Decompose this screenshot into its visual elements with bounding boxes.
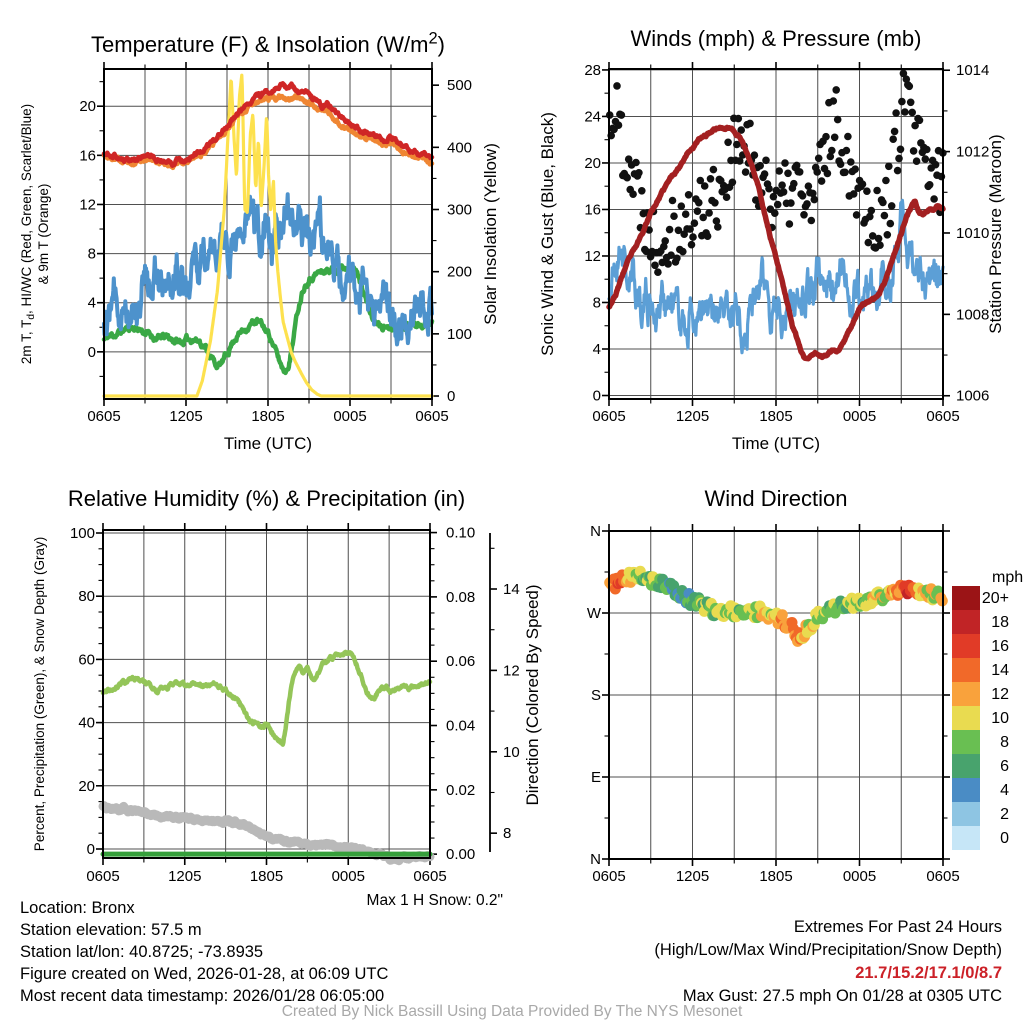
svg-text:400: 400 <box>447 139 473 157</box>
svg-text:0: 0 <box>447 388 456 406</box>
svg-text:1805: 1805 <box>249 868 284 885</box>
legend-label: 4 <box>1000 782 1009 799</box>
station-info-block <box>20 897 388 1007</box>
max-gust: Max Gust: 27.5 mph On 01/28 at 0305 UTC <box>682 987 1002 1005</box>
legend-swatch-12 <box>952 682 980 706</box>
svg-text:0605: 0605 <box>87 408 121 425</box>
extremes-title: Extremes For Past 24 Hours <box>793 918 1002 936</box>
svg-text:2m T, Td, HI/WC (Red, Green, S: 2m T, $T_d$, HI/WC (Red, Green, Scarlet/Blue) <box>19 103 37 365</box>
svg-text:16: 16 <box>584 201 601 219</box>
svg-text:60: 60 <box>78 651 95 669</box>
legend-swatch-14 <box>952 658 980 682</box>
svg-text:Sonic Wind & Gust (Blue, Black: Sonic Wind & Gust (Blue, Black) <box>538 112 557 356</box>
svg-text:24: 24 <box>584 108 601 126</box>
svg-text:0605: 0605 <box>413 868 447 885</box>
svg-text:100: 100 <box>447 325 473 343</box>
svg-text:0605: 0605 <box>592 408 626 425</box>
svg-text:Time (UTC): Time (UTC) <box>223 434 313 453</box>
svg-text:0.10: 0.10 <box>446 524 476 542</box>
chart-wind-direction <box>523 523 960 885</box>
svg-text:8: 8 <box>503 825 512 843</box>
max-snow-annotation: Max 1 H Snow: 0.2" <box>366 892 503 909</box>
svg-text:N: N <box>590 523 601 540</box>
station-elevation: Station elevation: 57.5 m <box>20 921 202 939</box>
svg-text:Station Pressure (Maroon): Station Pressure (Maroon) <box>986 134 1005 334</box>
svg-text:8: 8 <box>87 245 96 263</box>
station-location: Location: Bronx <box>20 899 135 917</box>
svg-text:4: 4 <box>592 341 601 358</box>
figure-created: Figure created on Wed, 2026-01-28, at 06:09 UTC <box>20 965 389 983</box>
svg-text:500: 500 <box>447 77 473 95</box>
legend-label: 14 <box>991 662 1009 679</box>
legend-swatch-2 <box>952 802 980 826</box>
svg-text:0605: 0605 <box>86 868 120 885</box>
speed-legend <box>952 569 1023 850</box>
svg-text:E: E <box>590 769 601 786</box>
legend-swatch-8 <box>952 730 980 754</box>
svg-text:Winds (mph) & Pressure (mb): Winds (mph) & Pressure (mb) <box>630 26 922 51</box>
svg-text:1012: 1012 <box>956 143 990 161</box>
svg-text:Time (UTC): Time (UTC) <box>731 434 821 453</box>
svg-text:12: 12 <box>584 247 601 265</box>
svg-text:1010: 1010 <box>956 224 990 242</box>
svg-text:1805: 1805 <box>759 868 793 885</box>
chart-humidity-precip <box>32 523 520 885</box>
svg-text:N: N <box>590 851 601 868</box>
svg-text:0005: 0005 <box>331 868 365 885</box>
legend-swatch-20+ <box>952 586 980 610</box>
svg-text:0: 0 <box>592 387 601 405</box>
svg-text:14: 14 <box>503 581 520 599</box>
svg-text:0005: 0005 <box>333 408 367 425</box>
svg-text:0: 0 <box>87 343 96 361</box>
svg-text:28: 28 <box>584 61 601 79</box>
svg-text:100: 100 <box>69 525 95 543</box>
svg-text:1805: 1805 <box>251 408 285 425</box>
station-latlon: Station lat/lon: 40.8725; -73.8935 <box>20 943 264 961</box>
legend-title: mph <box>992 569 1024 586</box>
legend-swatch-18 <box>952 610 980 634</box>
svg-text:0.04: 0.04 <box>446 717 476 735</box>
svg-text:Relative Humidity (%) & Precip: Relative Humidity (%) & Precipitation (in) <box>67 486 466 511</box>
svg-text:20: 20 <box>584 154 601 172</box>
svg-text:0.00: 0.00 <box>446 846 476 864</box>
svg-text:1008: 1008 <box>956 306 990 324</box>
svg-text:Percent, Precipitation (Green): Percent, Precipitation (Green), & Snow Depth (Gray) <box>32 536 47 852</box>
extremes-values: 21.7/15.2/17.1/0/8.7 <box>855 964 1002 982</box>
svg-text:1205: 1205 <box>168 868 202 885</box>
legend-label: 20+ <box>981 590 1009 607</box>
svg-text:200: 200 <box>447 263 473 281</box>
svg-text:0.02: 0.02 <box>446 781 476 799</box>
svg-text:1805: 1805 <box>759 408 793 425</box>
svg-text:Solar Insolation (Yellow): Solar Insolation (Yellow) <box>481 143 500 325</box>
svg-text:0005: 0005 <box>842 868 877 885</box>
svg-text:0: 0 <box>86 840 95 858</box>
svg-text:40: 40 <box>78 714 95 732</box>
svg-text:W: W <box>586 605 601 622</box>
svg-text:0.08: 0.08 <box>446 588 476 606</box>
svg-text:12: 12 <box>503 662 520 680</box>
chart-temperature-insolation <box>19 62 500 453</box>
extremes-subtitle: (High/Low/Max Wind/Precipitation/Snow Depth) <box>654 941 1002 959</box>
chart-winds-pressure <box>538 62 1005 453</box>
svg-text:0605: 0605 <box>592 868 626 885</box>
svg-text:1006: 1006 <box>956 387 990 405</box>
svg-text:300: 300 <box>447 201 473 219</box>
svg-text:0005: 0005 <box>842 408 877 425</box>
legend-label: 0 <box>1000 830 1009 847</box>
svg-text:20: 20 <box>79 98 96 116</box>
svg-text:1205: 1205 <box>675 868 710 885</box>
svg-text:0.06: 0.06 <box>446 653 476 671</box>
svg-text:1205: 1205 <box>169 408 203 425</box>
svg-text:80: 80 <box>78 588 95 606</box>
svg-text:S: S <box>590 687 601 704</box>
svg-text:0605: 0605 <box>415 408 449 425</box>
credit-footer: Created By Nick Bassill Using Data Provided By The NYS Mesonet <box>281 1003 743 1020</box>
svg-text:16: 16 <box>79 147 96 165</box>
svg-text:8: 8 <box>592 294 601 312</box>
legend-swatch-0 <box>952 826 980 850</box>
legend-label: 10 <box>991 710 1009 727</box>
legend-label: 12 <box>991 686 1009 703</box>
svg-text:4: 4 <box>87 294 96 312</box>
legend-swatch-4 <box>952 778 980 802</box>
data-timestamp: Most recent data timestamp: 2026/01/28 06:05:00 <box>20 987 385 1005</box>
svg-text:Direction (Colored By Speed): Direction (Colored By Speed) <box>523 584 542 806</box>
svg-text:0605: 0605 <box>926 408 960 425</box>
legend-swatch-10 <box>952 706 980 730</box>
legend-label: 2 <box>1000 806 1009 823</box>
svg-text:20: 20 <box>78 777 95 795</box>
svg-text:& 9m T (Orange): & 9m T (Orange) <box>36 183 51 285</box>
legend-label: 18 <box>991 614 1009 631</box>
extremes-block <box>654 916 1002 1008</box>
legend-label: 8 <box>1000 734 1009 751</box>
svg-text:Temperature (F) & Insolation (: Temperature (F) & Insolation $(W/m^2)$ <box>91 29 445 57</box>
svg-text:12: 12 <box>79 196 96 214</box>
legend-label: 16 <box>991 638 1009 655</box>
legend-swatch-6 <box>952 754 980 778</box>
svg-text:1205: 1205 <box>675 408 710 425</box>
svg-text:0605: 0605 <box>926 868 960 885</box>
svg-text:10: 10 <box>503 743 520 761</box>
svg-text:1014: 1014 <box>956 62 990 80</box>
svg-text:Wind Direction: Wind Direction <box>704 486 848 511</box>
legend-swatch-16 <box>952 634 980 658</box>
legend-label: 6 <box>1000 758 1009 775</box>
